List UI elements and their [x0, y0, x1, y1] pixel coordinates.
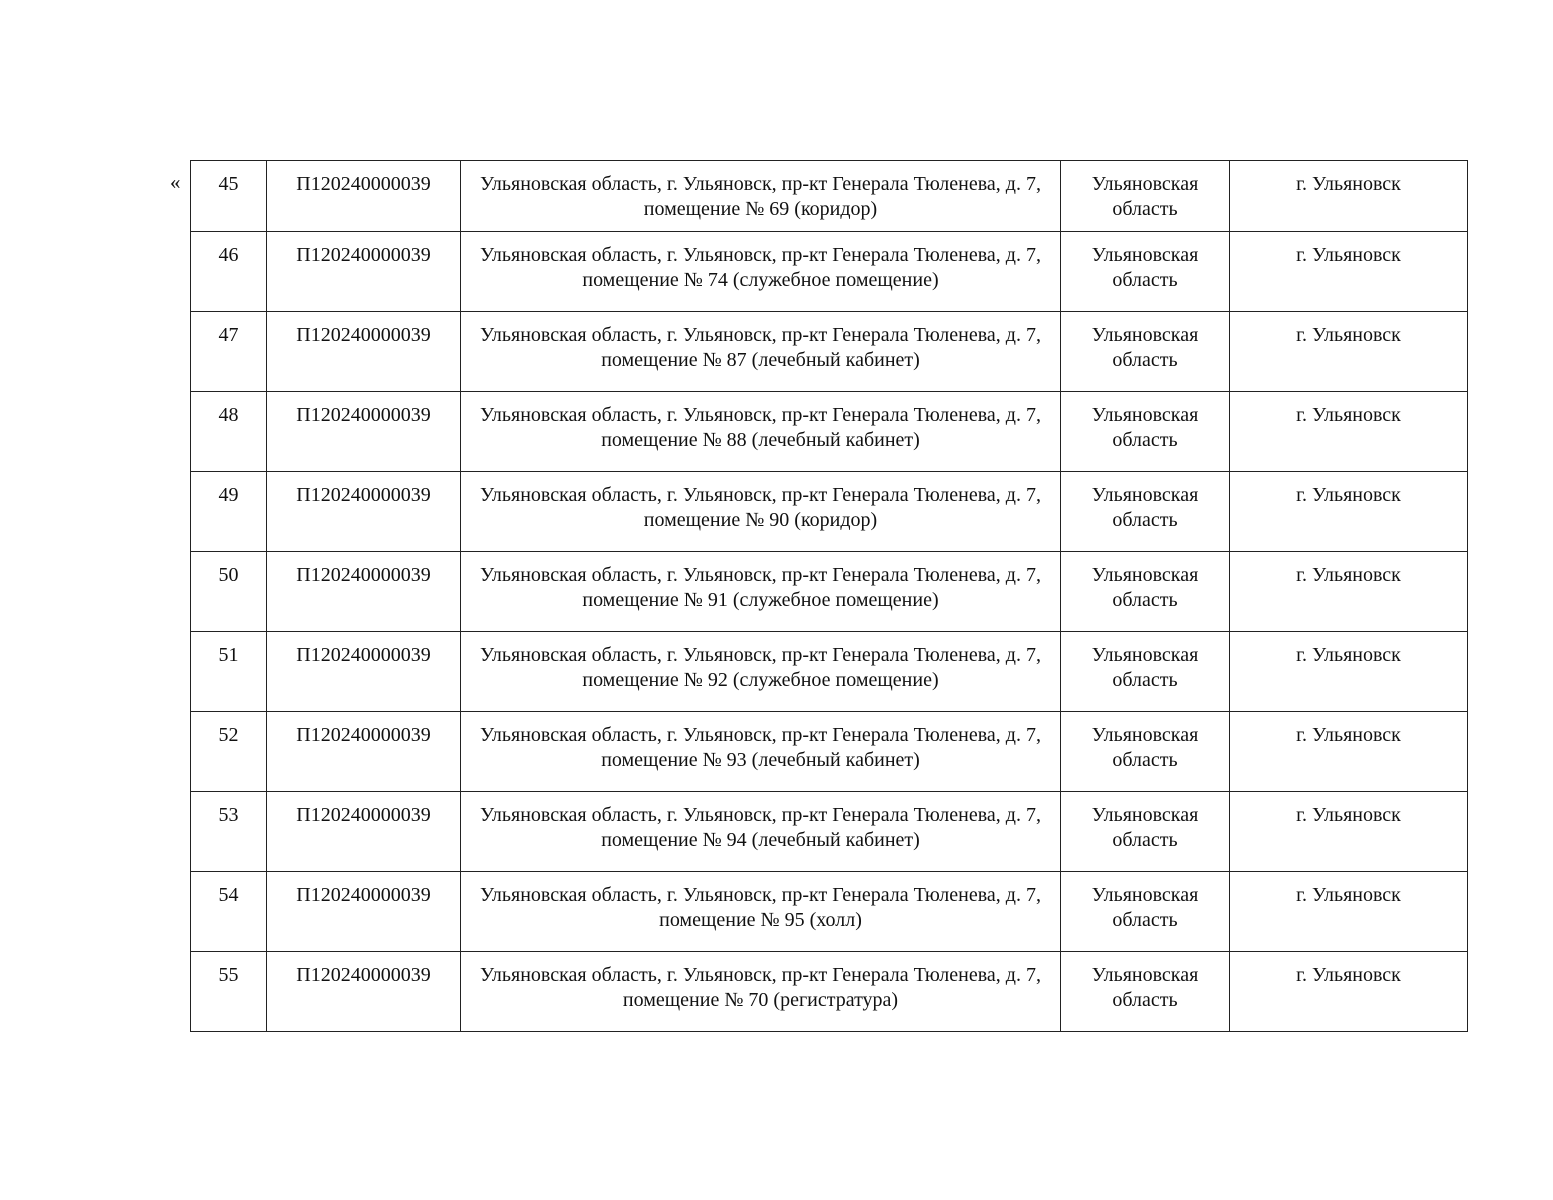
registry-code: П120240000039 [267, 161, 461, 232]
registry-code: П120240000039 [267, 232, 461, 312]
region-cell: Ульяновская область [1061, 712, 1230, 792]
registry-code: П120240000039 [267, 552, 461, 632]
registry-code: П120240000039 [267, 872, 461, 952]
table-row [191, 872, 1468, 952]
registry-code: П120240000039 [267, 712, 461, 792]
table-row [191, 472, 1468, 552]
city-cell: г. Ульяновск [1230, 952, 1468, 1032]
table-row [191, 232, 1468, 312]
row-number: 55 [191, 952, 267, 1032]
table-row [191, 632, 1468, 712]
registry-code: П120240000039 [267, 792, 461, 872]
row-number: 45 [191, 161, 267, 232]
registry-code: П120240000039 [267, 392, 461, 472]
address-cell: Ульяновская область, г. Ульяновск, пр-кт Генерала Тюленева, д. 7, помещение № 95 (холл) [461, 872, 1061, 952]
registry-code: П120240000039 [267, 632, 461, 712]
address-cell: Ульяновская область, г. Ульяновск, пр-кт Генерала Тюленева, д. 7, помещение № 70 (регистратура) [461, 952, 1061, 1032]
region-cell: Ульяновская область [1061, 872, 1230, 952]
city-cell: г. Ульяновск [1230, 312, 1468, 392]
row-number: 53 [191, 792, 267, 872]
region-cell: Ульяновская область [1061, 161, 1230, 232]
table-row [191, 792, 1468, 872]
region-cell: Ульяновская область [1061, 952, 1230, 1032]
table-row [191, 712, 1468, 792]
region-cell: Ульяновская область [1061, 552, 1230, 632]
address-cell: Ульяновская область, г. Ульяновск, пр-кт Генерала Тюленева, д. 7, помещение № 92 (служебное помещение) [461, 632, 1061, 712]
address-cell: Ульяновская область, г. Ульяновск, пр-кт Генерала Тюленева, д. 7, помещение № 93 (лечебный кабинет) [461, 712, 1061, 792]
premises-table [190, 160, 1468, 1032]
city-cell: г. Ульяновск [1230, 552, 1468, 632]
row-number: 48 [191, 392, 267, 472]
row-number: 49 [191, 472, 267, 552]
address-cell: Ульяновская область, г. Ульяновск, пр-кт Генерала Тюленева, д. 7, помещение № 88 (лечебный кабинет) [461, 392, 1061, 472]
region-cell: Ульяновская область [1061, 312, 1230, 392]
region-cell: Ульяновская область [1061, 232, 1230, 312]
city-cell: г. Ульяновск [1230, 632, 1468, 712]
city-cell: г. Ульяновск [1230, 472, 1468, 552]
address-cell: Ульяновская область, г. Ульяновск, пр-кт Генерала Тюленева, д. 7, помещение № 90 (коридор) [461, 472, 1061, 552]
registry-code: П120240000039 [267, 952, 461, 1032]
row-number: 52 [191, 712, 267, 792]
address-cell: Ульяновская область, г. Ульяновск, пр-кт Генерала Тюленева, д. 7, помещение № 94 (лечебный кабинет) [461, 792, 1061, 872]
row-number: 54 [191, 872, 267, 952]
registry-code: П120240000039 [267, 312, 461, 392]
row-number: 50 [191, 552, 267, 632]
address-cell: Ульяновская область, г. Ульяновск, пр-кт Генерала Тюленева, д. 7, помещение № 91 (служебное помещение) [461, 552, 1061, 632]
table-row [191, 552, 1468, 632]
address-cell: Ульяновская область, г. Ульяновск, пр-кт Генерала Тюленева, д. 7, помещение № 69 (коридор) [461, 161, 1061, 232]
table-row [191, 312, 1468, 392]
city-cell: г. Ульяновск [1230, 392, 1468, 472]
row-number: 46 [191, 232, 267, 312]
city-cell: г. Ульяновск [1230, 872, 1468, 952]
region-cell: Ульяновская область [1061, 392, 1230, 472]
table-row [191, 392, 1468, 472]
registry-code: П120240000039 [267, 472, 461, 552]
region-cell: Ульяновская область [1061, 792, 1230, 872]
city-cell: г. Ульяновск [1230, 232, 1468, 312]
city-cell: г. Ульяновск [1230, 712, 1468, 792]
table-row [191, 952, 1468, 1032]
region-cell: Ульяновская область [1061, 472, 1230, 552]
city-cell: г. Ульяновск [1230, 792, 1468, 872]
row-number: 47 [191, 312, 267, 392]
table-row [191, 161, 1468, 232]
address-cell: Ульяновская область, г. Ульяновск, пр-кт Генерала Тюленева, д. 7, помещение № 74 (служебное помещение) [461, 232, 1061, 312]
region-cell: Ульяновская область [1061, 632, 1230, 712]
address-cell: Ульяновская область, г. Ульяновск, пр-кт Генерала Тюленева, д. 7, помещение № 87 (лечебный кабинет) [461, 312, 1061, 392]
row-number: 51 [191, 632, 267, 712]
opening-quote: « [170, 170, 181, 194]
city-cell: г. Ульяновск [1230, 161, 1468, 232]
